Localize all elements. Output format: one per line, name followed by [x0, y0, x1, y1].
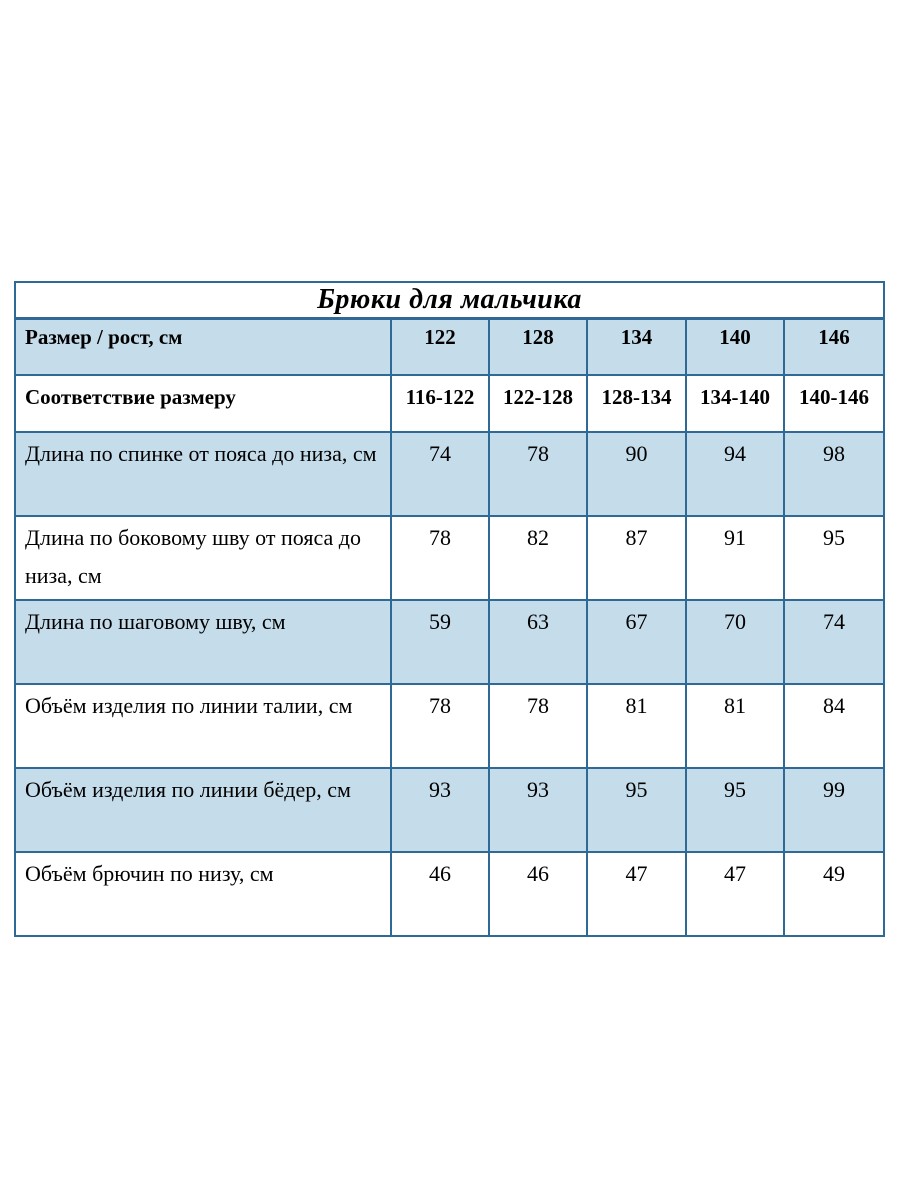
cell-value: 146: [784, 319, 884, 376]
cell-value: 82: [489, 516, 587, 600]
row-label: Длина по спинке от пояса до низа, см: [15, 432, 391, 516]
row-label: Длина по шаговому шву, см: [15, 600, 391, 684]
size-correspondence-row: [15, 375, 884, 432]
cell-value: 81: [587, 684, 686, 768]
table-row: [15, 600, 884, 684]
cell-value: 134: [587, 319, 686, 376]
cell-value: 122: [391, 319, 489, 376]
table-row: [15, 516, 884, 600]
cell-value: 93: [489, 768, 587, 852]
cell-value: 93: [391, 768, 489, 852]
cell-value: 46: [489, 852, 587, 936]
row-label: Объём изделия по линии бёдер, см: [15, 768, 391, 852]
cell-value: 47: [587, 852, 686, 936]
cell-value: 78: [391, 516, 489, 600]
size-chart-table: [14, 281, 885, 937]
cell-value: 99: [784, 768, 884, 852]
size-height-row: [15, 319, 884, 376]
row-label: Объём брючин по низу, см: [15, 852, 391, 936]
cell-value: 63: [489, 600, 587, 684]
cell-value: 74: [391, 432, 489, 516]
cell-value: 122-128: [489, 375, 587, 432]
cell-value: 116-122: [391, 375, 489, 432]
cell-value: 87: [587, 516, 686, 600]
table-row: [15, 768, 884, 852]
cell-value: 95: [587, 768, 686, 852]
cell-value: 128: [489, 319, 587, 376]
row-label: Соответствие размеру: [15, 375, 391, 432]
table-title: Брюки для мальчика: [15, 282, 884, 319]
table-row: [15, 432, 884, 516]
cell-value: 49: [784, 852, 884, 936]
title-row: [15, 282, 884, 319]
table-row: [15, 684, 884, 768]
cell-value: 90: [587, 432, 686, 516]
row-label: Длина по боковому шву от пояса до низа, см: [15, 516, 391, 600]
cell-value: 91: [686, 516, 784, 600]
cell-value: 46: [391, 852, 489, 936]
cell-value: 70: [686, 600, 784, 684]
cell-value: 81: [686, 684, 784, 768]
cell-value: 95: [784, 516, 884, 600]
cell-value: 140-146: [784, 375, 884, 432]
cell-value: 78: [489, 684, 587, 768]
cell-value: 47: [686, 852, 784, 936]
cell-value: 84: [784, 684, 884, 768]
cell-value: 67: [587, 600, 686, 684]
cell-value: 140: [686, 319, 784, 376]
row-label: Размер / рост, см: [15, 319, 391, 376]
cell-value: 78: [489, 432, 587, 516]
cell-value: 134-140: [686, 375, 784, 432]
cell-value: 78: [391, 684, 489, 768]
table-row: [15, 852, 884, 936]
cell-value: 74: [784, 600, 884, 684]
cell-value: 128-134: [587, 375, 686, 432]
cell-value: 98: [784, 432, 884, 516]
row-label: Объём изделия по линии талии, см: [15, 684, 391, 768]
cell-value: 94: [686, 432, 784, 516]
cell-value: 59: [391, 600, 489, 684]
cell-value: 95: [686, 768, 784, 852]
